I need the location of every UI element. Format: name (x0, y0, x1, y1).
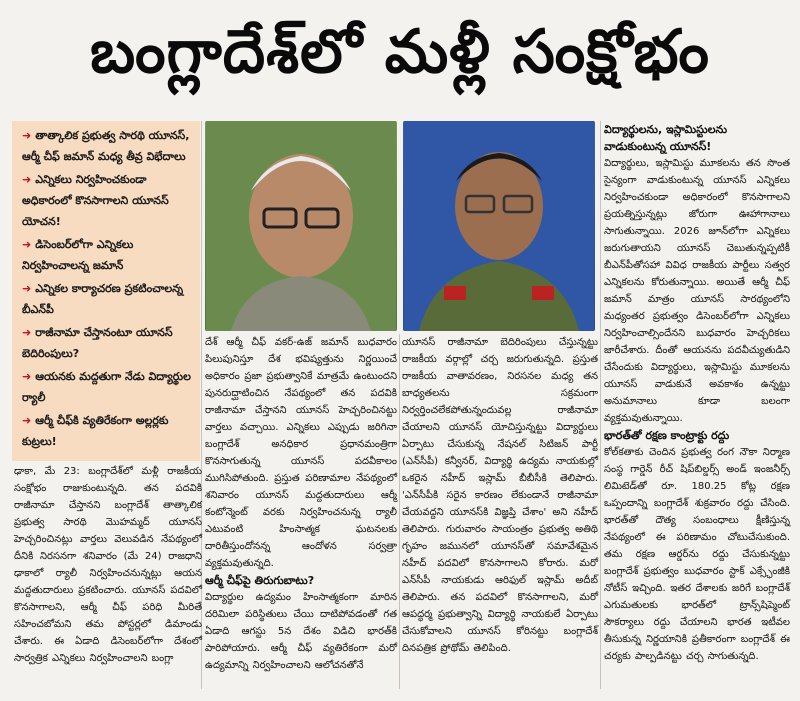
photo-row (205, 121, 595, 331)
article-column-1: ఢాకా, మే 23: బంగ్లాదేశ్‌లో మళ్లీ రాజకీయ సంక్షోభం రాజుకుంటున్నది. తన పదవికి రాజీనామా చేస్తానని బంగ్లాదేశ్ తాత్కాలిక ప్రభుత్వ సారథి మొహమ్మద్ యూనస్ హెచ్చరించినట్లు వార్తలు వెలువడిన నేపథ్యంలో దీనికి నిరసనగా శనివారం (మే 24) రాజధాని ఢాకాలో ర్యాలీ నిర్వహించనున్నట్లు ఆయన మద్దతుదారులు ప్రకటించారు. యూనస్ పదవిలో కొనసాగాలని, ఆర్మీ చీఫ్ పరిధి మీరితే సహించబోమని తమ పోస్టర్లలో డిమాండు చేశారు. ఈ ఏడాది డిసెంబర్‌లోగా దేశంలో సార్వత్రిక ఎన్నికలు నిర్వహించాలని బంగ్లా (14, 466, 202, 664)
arrow-icon: ➜ (22, 129, 32, 142)
arrow-icon: ➜ (22, 414, 32, 427)
bullet-item: ➜ ఆర్మీ చీఫ్‌కి వ్యతిరేకంగా అల్లర్లకు కుట్రలు! (22, 414, 169, 448)
portrait-army-officer-icon (403, 121, 595, 331)
column-2-text: దేశ్ ఆర్మీ చీఫ్ వకర్-ఉజ్ జమాన్ బుధవారం పిలుపునిస్తూ దేశ భవిష్యత్తును నిర్ణయించే అధికారం ప్రజా ప్రభుత్వానికే మాత్రమే ఉంటుందని పునరుద్ఘాటించిన నేపథ్యంలో తన పదవికి రాజీనామా చేస్తానని యూనస్ హెచ్చరించినట్టు వార్తలు వచ్చాయి. ఎన్నికలు ఎప్పుడు జరిగినా బంగ్లాదేశ్ అనధికార ప్రధానమంత్రిగా కొనసాగుతున్న యూనస్ పదవీకాలం ముగిసిపోతుంది. ప్రస్తుత పరిణామాల నేపథ్యంలో శనివారం యూనస్ మద్దతుదారులు ఆర్మీ కంటోన్మెంట్ వరకు నిర్వహించనున్న ర్యాలీ ఎటువంటి హింసాత్మక ఘటనలకు దారితీస్తుందోనన్న ఆందోళన సర్వత్రా వ్యక్తమవుతున్నది. (205, 337, 397, 569)
bullet-box (12, 121, 200, 461)
bullet-item: ➜ డిసెంబర్‌లోగా ఎన్నికలు నిర్వహించాలన్న జమాన్ (22, 238, 134, 272)
headline: బంగ్లాదేశ్‌లో మళ్లీ సంక్షోభం (90, 17, 710, 87)
arrow-icon: ➜ (22, 173, 32, 186)
photo-yunus (205, 121, 397, 331)
bullet-item: ➜ రాజీనామా చేస్తానంటూ యూనస్ బెదిరింపులు? (22, 326, 173, 360)
bullet-item: ➜ ఎన్నికలు నిర్వహించకుండా అధికారంలో కొనసాగాలని యూనస్ యోచన! (22, 173, 169, 228)
column-divider (399, 334, 400, 689)
photo-army-chief (403, 121, 595, 331)
article-column-2 (205, 334, 397, 674)
column-2-subhead: ఆర్మీ చీఫ్‌పై తిరుగుబాటు? (205, 574, 315, 587)
arrow-icon: ➜ (22, 370, 32, 383)
arrow-icon: ➜ (22, 326, 32, 339)
article-column-4 (604, 121, 790, 665)
arrow-icon: ➜ (22, 238, 32, 251)
column-4-subhead-2: భారత్‌తో రక్షణ కాంట్రాక్టు రద్దు (604, 429, 730, 442)
bullet-item: ➜ తాత్కాలిక ప్రభుత్వ సారథి యూనస్, ఆర్మీ చీఫ్ జమాన్ మధ్య తీవ్ర విభేదాలు (22, 129, 190, 163)
bullet-item: ➜ ఆయనకు మద్దతుగా నేడు విద్యార్థుల ర్యాలీ (22, 370, 191, 404)
article-column-3: యూనస్ రాజీనామా బెదిరింపులు చేస్తున్నట్టు రాజకీయ వర్గాల్లో చర్చ జరుగుతున్నది. ప్రస్తుత రాజకీయ వాతావరణం, నిరసనల మధ్య తన బాధ్యతలను సక్రమంగా నిర్వర్తించలేకపోతున్నందువల్ల రాజీనామా చేయాలని యూనస్ యోచిస్తున్నట్టు విద్యార్థులు ఏర్పాటు చేసుకున్న నేషనల్ సిటిజన్ పార్టీ (ఎన్‌సీపీ) కన్వీనర్, విద్యార్థి ఉద్యమ నాయకుల్లో ఒకరైన నహీద్ ఇస్లామ్ బీబీసీకి తెలిపారు. 'ఎన్‌సీపీకి సరైన కారణం లేకుండానే రాజీనామా చేయవద్దని యూనస్‌కి విజ్ఞప్తి చేశాం' అని నహీద్ తెలిపారు. గురువారం సాయంత్రం ప్రభుత్వ అతిథి గృహం జమునలో యూనస్‌తో సమావేశమైన నహీద్ పదవిలో కొనసాగాలని కోరారు. మరో ఎన్‌సీపీ నాయకుడు ఆరిఫుల్ ఇస్లామ్ అదీబ్ తెలిపారు. తన పదవిలో కొనసాగాలని, మరో ఆపద్ధర్మ ప్రభుత్వాన్ని విద్యార్థి నాయకులే ఏర్పాటు చేసుకోవాలని యూనస్ కోరినట్టు బంగ్లాదేశ్ దినపత్రిక ప్రోథోమ్ తెలిపింది. (402, 337, 598, 654)
column-4-text: విద్యార్థులు, ఇస్లామిస్టు మూకలను తన సొంత సైన్యంగా వాడుకుంటున్న యూనస్ ఎన్నికలు నిర్వహించకుండా అధికారంలో కొనసాగాలని ప్రయత్నిస్తున్నట్లు జోరుగా ఊహాగానాలు సాగుతున్నాయి. 2026 జూన్‌లోగా ఎన్నికలు జరుగుతాయని యూనస్ చెబుతున్నప్పటికీ బీఎన్‌పీతోసహా వివిధ రాజకీయ పార్టీలు సత్వర ఎన్నికలను కోరుతున్నాయి. అయితే ఆర్మీ చీఫ్ జమాన్ మాత్రం యూనస్ సారథ్యంలోని మధ్యంతర ప్రభుత్వం డిసెంబర్‌లోగా ఎన్నికలు నిర్వహించాల్సిందేనని బుధవారం హెచ్చరికలు జారీచేశారు. దీంతో ఆయనను పదవీచ్యుతుడిని చేసేందుకు విద్యార్థులు, ఇస్లామిస్టు మూకలను యూనస్ వాడుకునే అవకాశం ఉన్నట్టు అనుమానాలు కూడా బలంగా వ్యక్తమవుతున్నాయి. (604, 158, 790, 424)
column-divider (600, 121, 601, 689)
column-2-text-continued: విద్యార్థుల ఉద్యమం హింసాత్మకంగా మారిన దరిమిలా పరిస్థితులు చేయి దాటిపోవడంతో గత ఏడాది ఆగస్టు 5న దేశం విడిచి భారత్‌కి పారిపోయారు. ఆర్మీ చీఫ్ వ్యతిరేకంగా మరో ఉద్యమాన్ని నిర్వహించాలని ఆలోచనతోనే (205, 592, 397, 671)
portrait-elderly-man-icon (205, 121, 397, 331)
column-4-subhead: విద్యార్థులను, ఇస్లామిస్టులను వాడుకుంటున్న యూనస్! (604, 123, 728, 153)
column-4-text-2: కోల్‌కతాకు చెందిన ప్రభుత్వ రంగ నౌకా నిర్మాణ సంస్థ గార్డెన్ రీచ్ షిప్‌బిల్డర్స్ అండ్ ఇంజనీర్స్ లిమిటెడ్‌తో రూ. 180.25 కోట్ల రక్షణ ఒప్పందాన్ని బంగ్లాదేశ్ శుక్రవారం రద్దు చేసింది. భారత్‌తో దౌత్య సంబంధాలు క్షీణిస్తున్న నేపథ్యంలో ఈ పరిణామం చోటుచేసుకుంది. తమ రక్షణ ఆర్డర్‌ను రద్దు చేసుకున్నట్టు బంగ్లాదేశ్ ప్రభుత్వం బుధవారం స్టాక్ ఎక్స్ఛేంజీకి నోటీస్ ఇచ్చింది. ఇతర దేశాలకు జరిగే బంగ్లాదేశ్ ఎగుమతులకు భారత్‌లో ట్రాన్స్‌షిప్మెంట్ సౌకర్యాలు రద్దు చేయాలని భారత ఇటీవల తీసుకున్న నిర్ణయానికి ప్రతీకారంగా బంగ్లాదేశ్ ఈ చర్యకు పాల్పడినట్టు చర్చ సాగుతున్నది. (604, 447, 790, 662)
arrow-icon: ➜ (22, 282, 32, 295)
bullet-item: ➜ ఎన్నికల కార్యాచరణ ప్రకటించాలన్న బీఎన్‌పీ (22, 282, 184, 316)
